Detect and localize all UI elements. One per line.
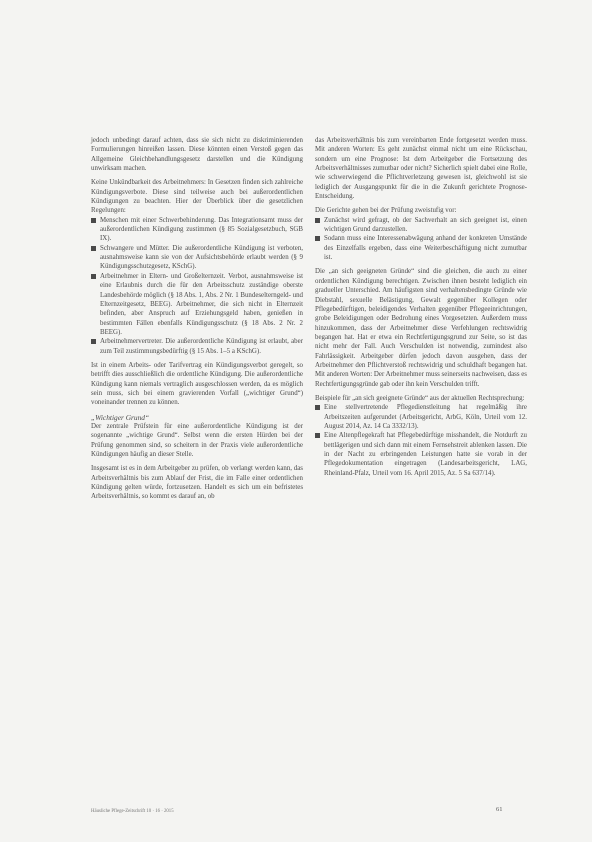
bullet-list xyxy=(91,216,303,356)
list-item: Menschen mit einer Schwerbehinderung. Das Integrationsamt muss der außerordentlichen Kündigung zustimmen (§ 85 Sozialgesetzbuch, SGB IX). xyxy=(91,216,303,244)
paragraph: Die Gerichte gehen bei der Prüfung zweistufig vor: xyxy=(315,207,457,215)
right-column xyxy=(315,136,527,483)
square-bullet-icon xyxy=(91,218,96,223)
square-bullet-icon xyxy=(315,236,320,241)
paragraph: jedoch unbedingt darauf achten, dass sie sich nicht zu diskriminierenden Formulierungen hinreißen lassen. Diese könnten einen Verstoß gegen das Allgemeine Gleichbehandlungsgesetz darstellen und die Kündigung unwirksam machen. xyxy=(91,137,303,173)
paragraph: Die „an sich geeigneten Gründe“ sind die gleichen, die auch zu einer ordentlichen Kündigung berechtigen. Zwischen ihnen besteht lediglich ein gradueller Unterschied. Am häufigsten sind verhaltensbedingte Gründe wie Diebstahl, sexuelle Belästigung, Gewalt gegenüber Kollegen oder Pflegebedürftigen, beleidigendes Verhalten gegenüber Pflegeeinrichtungen, grobe Beleidigungen oder Bedrohung eines Vorgesetzten. Außerdem muss hinzukommen, dass der Arbeitnehmer diese Verfehlungen rechtswidrig begangen hat. Hat er etwa ein Rechtfertigungsgrund zur Seite, so ist das nicht mehr der Fall. Auch Verschulden ist notwendig, zumindest also Fahrlässigkeit. Arbeitgeber dürfen jedoch davon ausgehen, dass der Arbeitnehmer den Pflichtverstoß rechtswidrig und schuldhaft begangen hat. Mit anderen Worten: Der Arbeitnehmer muss seinerseits nachweisen, dass es Rechtfertigungsgründe gab oder ihn kein Verschulden trifft. xyxy=(315,268,527,388)
section-heading: „Wichtiger Grund“ xyxy=(91,412,150,422)
square-bullet-icon xyxy=(91,274,96,279)
bullet-list xyxy=(315,403,527,478)
square-bullet-icon xyxy=(315,218,320,223)
list-item: Eine stellvertretende Pflegedienstleitung hat regelmäßig ihre Arbeitszeiten aufgerundet (Arbeitsgericht, ArbG, Köln, Urteil vom 12. August 2014, Az. 14 Ca 3332/13). xyxy=(315,403,527,431)
paragraph: Beispiele für „an sich geeignete Gründe“ aus der aktuellen Rechtsprechung: xyxy=(315,394,525,402)
square-bullet-icon xyxy=(91,246,96,251)
list-item: Schwangere und Mütter. Die außerordentliche Kündigung ist verboten, ausnahmsweise kann sie von der Aufsichtsbehörde erlaubt werden (§ 9 Kündigungsschutzgesetz, KSchG). xyxy=(91,244,303,272)
square-bullet-icon xyxy=(315,433,320,438)
list-item: Arbeitnehmer in Eltern- und Großelternzeit. Verbot, ausnahmsweise ist eine Erlaubnis durch die für den Arbeitsschutz zuständige oberste Landesbehörde möglich (§ 18 Abs. 1, Abs. 2 Nr. 1 Bundeselterngeld- und Elternzeitgesetz, BEEG). Arbeitnehmer, die sich nicht in Elternzeit befinden, aber Anspruch auf Erziehungsgeld haben, genießen in bestimmten Fällen ebenfalls Kündigungsschutz (§ 18 Abs. 2 Nr. 2 BEEG). xyxy=(91,272,303,337)
page-number: 61 xyxy=(496,806,503,813)
footer-source: Häusliche Pflege-Zeitschrift 10 · 16 · 2015 xyxy=(91,809,174,814)
list-item: Sodann muss eine Interessenabwägung anhand der konkreten Umstände des Einzelfalls ergeben, dass eine Weiterbeschäftigung nicht zumutbar ist. xyxy=(315,234,527,262)
paragraph: Der zentrale Prüfstein für eine außerordentliche Kündigung ist der sogenannte „wichtige Grund“. Selbst wenn die ersten Hürden bei der Prüfung genommen sind, so scheitern in der Praxis viele außerordentliche Kündigungen häufig an dieser Stelle. xyxy=(91,422,303,458)
bullet-list xyxy=(315,216,527,263)
list-item: Zunächst wird gefragt, ob der Sachverhalt an sich geeignet ist, einen wichtigen Grund darzustellen. xyxy=(315,216,527,235)
square-bullet-icon xyxy=(91,339,96,344)
paragraph: Keine Unkündbarkeit des Arbeitnehmers: In Gesetzen finden sich zahlreiche Kündigungsverbote. Diese sind teilweise auch bei außerordentlichen Kündigungen zu beachten. Hier der Überblick über die gesetzlichen Regelungen: xyxy=(91,179,303,215)
list-item: Eine Altenpflegekraft hat Pflegebedürftige misshandelt, die Notdurft zu bettlägerigen und sich dann mit einem Fernsehstreit ablenken lassen. Die in der Nacht zu erbringenden Leistungen hatte sie vorab in der Pflegedokumentation eingetragen (Landesarbeitsgericht, LAG, Rheinland-Pfalz, Urteil vom 16. April 2015, Az. 5 Sa 637/14). xyxy=(315,431,527,478)
paragraph: Ist in einem Arbeits- oder Tarifvertrag ein Kündigungsverbot geregelt, so betrifft dies ausschließlich die ordentliche Kündigung. Die außerordentliche Kündigung kann niemals vertraglich ausgeschlossen werden, da es möglich sein muss, sich bei einem gravierenden Vorfall („wichtiger Grund“) voneinander trennen zu können. xyxy=(91,361,303,407)
square-bullet-icon xyxy=(315,405,320,410)
paragraph: das Arbeitsverhältnis bis zum vereinbarten Ende fortgesetzt werden muss. Mit anderen Worten: Es geht zunächst einmal nicht um eine Rückschau, sondern um eine Prognose: Ist dem Arbeitgeber die Fortsetzung des Arbeitsverhältnisses zumutbar oder nicht? Sicherlich spielt dabei eine Rolle, wie schwerwiegend die Pflichtverletzung gewesen ist, gleichwohl ist sie lediglich der Ausgangspunkt für die in die Zukunft gerichtete Prognose-Entscheidung. xyxy=(315,137,527,201)
left-column xyxy=(91,136,303,507)
paragraph: Insgesamt ist es in dem Arbeitgeber zu prüfen, ob verlangt werden kann, das Arbeitsverhältnis bis zum Ablauf der Frist, die im Falle einer ordentlichen Kündigung gelten würde, fortzusetzen. Handelt es sich um ein befristetes Arbeitsverhältnis, so kommt es darauf an, ob xyxy=(91,465,303,501)
list-item: Arbeitnehmervertreter. Die außerordentliche Kündigung ist erlaubt, aber zum Teil zustimmungsbedürftig (§ 15 Abs. 1–5 a KSchG). xyxy=(91,337,303,356)
